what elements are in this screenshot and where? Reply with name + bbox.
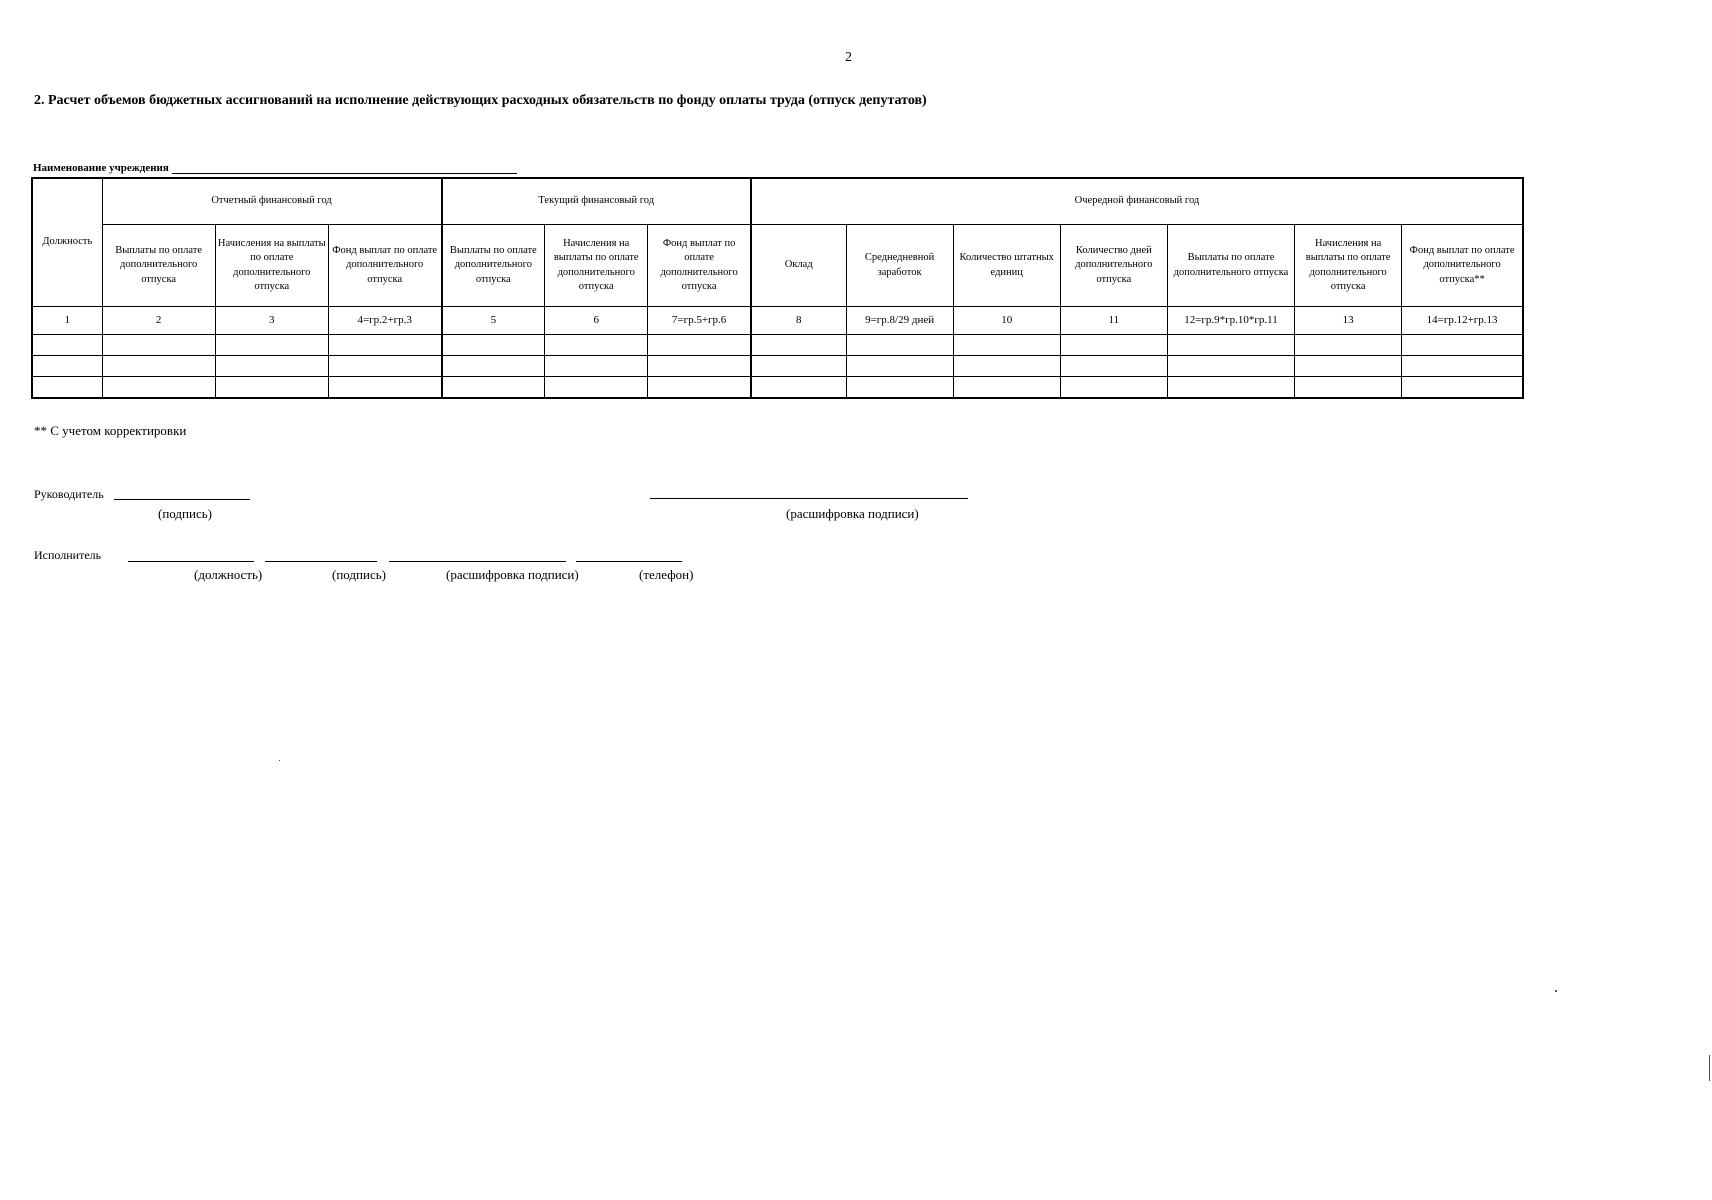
table-cell [545,335,648,356]
column-number: 9=гр.8/29 дней [846,307,953,335]
column-number: 6 [545,307,648,335]
table-cell [1295,335,1402,356]
table-row [32,356,1523,377]
column-number: 12=гр.9*гр.10*гр.11 [1167,307,1294,335]
column-number: 13 [1295,307,1402,335]
head-signature-caption: (подпись) [158,506,212,521]
table-row [32,377,1523,399]
column-header: Оклад [751,225,846,307]
position-header: Должность [32,178,102,307]
column-header: Выплаты по оплате дополнительного отпуска [442,225,545,307]
executor-position-caption: (должность) [194,567,263,582]
head-signature-line [114,499,250,500]
table-cell [1060,335,1167,356]
column-header: Начисления на выплаты по оплате дополнительного отпуска [1295,225,1402,307]
group-current-year: Текущий финансовый год [442,178,751,225]
column-header: Начисления на выплаты по оплате дополнительного отпуска [215,225,328,307]
scan-speck [279,760,280,761]
column-header: Начисления на выплаты по оплате дополнительного отпуска [545,225,648,307]
executor-phone-caption: (телефон) [639,567,694,582]
table-cell [1295,356,1402,377]
table-cell [1167,377,1294,399]
table-cell [1402,356,1523,377]
scan-speck [1555,990,1557,992]
column-header: Количество штатных единиц [953,225,1060,307]
column-number: 7=гр.5+гр.6 [648,307,751,335]
page-number: 2 [845,50,852,65]
executor-position-line [128,561,254,562]
table-row [32,335,1523,356]
table-cell [1402,377,1523,399]
column-header: Выплаты по оплате дополнительного отпуска [1167,225,1294,307]
table-cell [953,356,1060,377]
column-number: 8 [751,307,846,335]
institution-fill-line [172,163,517,174]
table-cell [32,377,102,399]
table-cell [102,377,215,399]
group-reporting-year: Отчетный финансовый год [102,178,441,225]
column-number: 11 [1060,307,1167,335]
head-label: Руководитель [34,487,104,501]
column-header: Фонд выплат по оплате дополнительного отпуска** [1402,225,1523,307]
table-cell [215,377,328,399]
column-number: 14=гр.12+гр.13 [1402,307,1523,335]
column-header: Выплаты по оплате дополнительного отпуска [102,225,215,307]
executor-signature-line [265,561,377,562]
table-cell [545,377,648,399]
scan-edge-mark [1709,1055,1710,1081]
budget-table [31,177,1524,399]
table-cell [751,356,846,377]
column-number: 4=гр.2+гр.3 [328,307,441,335]
executor-label: Исполнитель [34,548,102,562]
column-number: 5 [442,307,545,335]
table-cell [328,335,441,356]
institution-label: Наименование учреждения [33,162,169,174]
head-decoding-caption: (расшифровка подписи) [786,506,919,521]
table-cell [1060,356,1167,377]
column-header: Количество дней дополнительного отпуска [1060,225,1167,307]
table-cell [648,356,751,377]
column-number: 3 [215,307,328,335]
table-cell [1060,377,1167,399]
table-cell [32,356,102,377]
column-number: 10 [953,307,1060,335]
table-cell [32,335,102,356]
table-cell [215,335,328,356]
table-cell [442,356,545,377]
table-cell [751,377,846,399]
table-cell [102,356,215,377]
table-cell [953,377,1060,399]
table-cell [751,335,846,356]
column-header: Среднедневной заработок [846,225,953,307]
column-number-row [32,307,1523,335]
group-next-year: Очередной финансовый год [751,178,1523,225]
table-cell [846,377,953,399]
footnote: ** С учетом корректировки [34,423,187,438]
table-cell [846,356,953,377]
table-cell [328,356,441,377]
table-cell [1167,335,1294,356]
table-cell [846,335,953,356]
page-title: 2. Расчет объемов бюджетных ассигнований на исполнение действующих расходных обязательств по фонду оплаты труда (отпуск депутатов) [34,93,927,108]
executor-signature-caption: (подпись) [332,567,386,582]
table-cell [442,335,545,356]
institution-field [33,162,517,174]
column-number: 1 [32,307,102,335]
table-cell [648,335,751,356]
executor-decoding-line [389,561,566,562]
table-cell [215,356,328,377]
table-cell [545,356,648,377]
table-cell [1295,377,1402,399]
executor-decoding-caption: (расшифровка подписи) [446,567,579,582]
column-number: 2 [102,307,215,335]
table-cell [1402,335,1523,356]
column-header: Фонд выплат по оплате дополнительного отпуска [328,225,441,307]
executor-phone-line [576,561,682,562]
table-cell [1167,356,1294,377]
table-cell [102,335,215,356]
table-cell [648,377,751,399]
table-cell [953,335,1060,356]
table-cell [442,377,545,399]
head-decoding-line [650,498,968,499]
column-header: Фонд выплат по оплате дополнительного отпуска [648,225,751,307]
table-cell [328,377,441,399]
